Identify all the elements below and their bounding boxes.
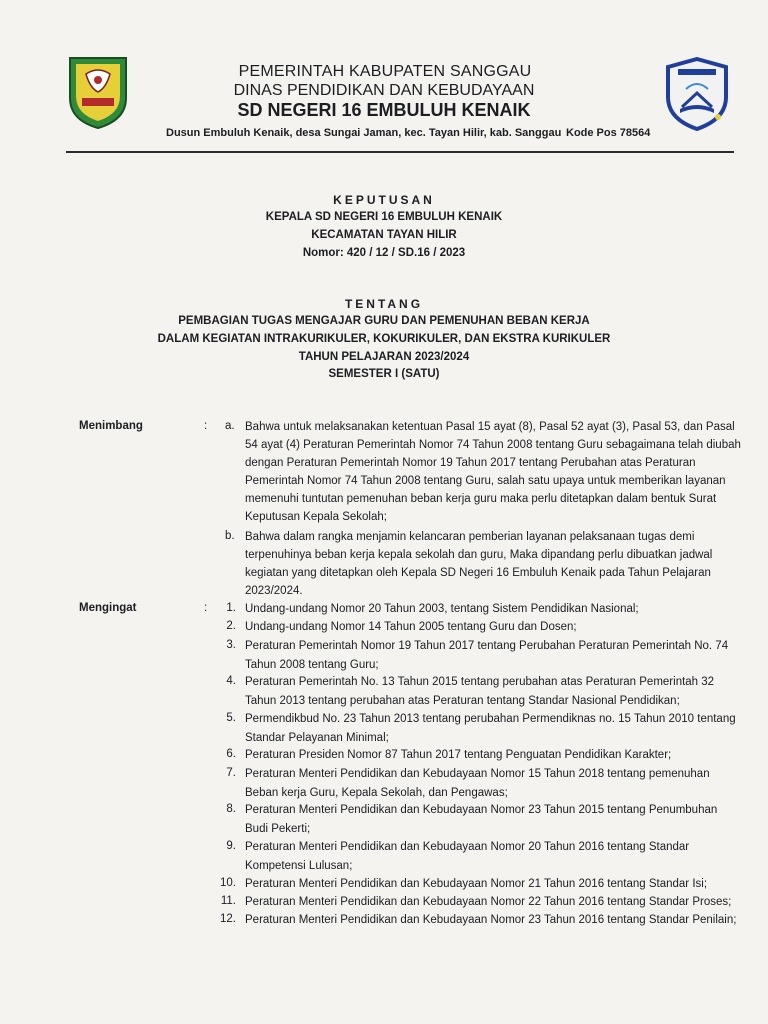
decree-issuer: KEPALA SD NEGERI 16 EMBULUH KENAIK — [265, 211, 503, 223]
text-line: Peraturan Pemerintah No. 13 Tahun 2015 tentang perubahan atas Peraturan Pemerintah 32 — [245, 676, 715, 688]
mengingat-item-4 — [245, 673, 768, 710]
text-line: Kompetensi Lulusan; — [245, 859, 353, 872]
text-line: kegiatan yang ditetapkan oleh Kepala SD Negeri 16 Embuluh Kenaik pada Tahun Pelajaran — [245, 567, 711, 579]
about-heading: TENTANG — [344, 297, 424, 311]
text-line: Peraturan Menteri Pendidikan dan Kebudayaan Nomor 15 Tahun 2018 tentang pemenuhan — [245, 768, 710, 780]
menimbang-colon: : — [204, 420, 208, 432]
menimbang-marker-a: a. — [225, 420, 235, 432]
mengingat-number: 1. — [226, 602, 236, 614]
menimbang-item-a — [245, 418, 768, 526]
letterhead-postal-code: Kode Pos 78564 — [566, 127, 651, 139]
mengingat-number: 8. — [226, 803, 236, 815]
mengingat-item-6 — [245, 746, 768, 765]
text-line: memenuhi tuntutan pemenuhan beban kerja guru maka perlu ditetapkan dalam bentuk Surat — [245, 493, 717, 505]
letterhead-department: DINAS PENDIDIKAN DAN KEBUDAYAAN — [233, 82, 535, 99]
text-line: Peraturan Menteri Pendidikan dan Kebudayaan Nomor 20 Tahun 2016 tentang Standar — [245, 841, 690, 853]
mengingat-number: 11. — [220, 895, 236, 907]
text-line: Keputusan Kepala Sekolah; — [245, 511, 387, 523]
text-line: Peraturan Menteri Pendidikan dan Kebudayaan Nomor 21 Tahun 2016 tentang Standar Isi; — [245, 878, 708, 890]
mengingat-item-12 — [245, 911, 768, 930]
letterhead-address: Dusun Embuluh Kenaik, desa Sungai Jaman, kec. Tayan Hilir, kab. Sanggau — [166, 127, 562, 139]
mengingat-number: 4. — [226, 675, 236, 687]
mengingat-label: Mengingat — [79, 602, 137, 614]
text-line: Bahwa untuk melaksanakan ketentuan Pasal 15 ayat (8), Pasal 52 ayat (3), Pasal 53, dan Pasal — [245, 421, 735, 433]
text-line: 54 ayat (4) Peraturan Pemerintah Nomor 74 Tahun 2008 tentang Guru sebagaimana telah diubah — [245, 439, 741, 451]
mengingat-number: 7. — [226, 767, 236, 779]
mengingat-item-1 — [245, 600, 768, 619]
mengingat-item-8 — [245, 801, 768, 838]
text-line: Beban kerja Guru, Kepala Sekolah, dan Pengawas; — [245, 786, 508, 799]
about-line-4: SEMESTER I (SATU) — [328, 368, 440, 380]
text-line: dengan Peraturan Pemerintah Nomor 19 Tahun 2017 tentang Perubahan atas Peraturan — [245, 457, 696, 469]
letterhead-government: PEMERINTAH KABUPATEN SANGGAU — [238, 63, 532, 80]
mengingat-number: 5. — [226, 712, 236, 724]
letterhead-school-name: SD NEGERI 16 EMBULUH KENAIK — [237, 100, 531, 120]
text-line: Peraturan Menteri Pendidikan dan Kebudayaan Nomor 23 Tahun 2016 tentang Standar Penilain; — [245, 914, 737, 926]
text-line: 2023/2024. — [245, 585, 303, 597]
decree-number: Nomor: 420 / 12 / SD.16 / 2023 — [302, 247, 466, 259]
mengingat-number: 3. — [226, 639, 236, 651]
about-line-1: PEMBAGIAN TUGAS MENGAJAR GURU DAN PEMENUHAN BEBAN KERJA — [178, 315, 590, 327]
text-line: Standar Pelayanan Minimal; — [245, 731, 389, 744]
about-line-2: DALAM KEGIATAN INTRAKURIKULER, KOKURIKULER, DAN EKSTRA KURIKULER — [157, 333, 611, 345]
text-line: Undang-undang Nomor 14 Tahun 2005 tentang Guru dan Dosen; — [245, 621, 577, 633]
mengingat-number: 12. — [220, 913, 236, 925]
mengingat-item-2 — [245, 618, 768, 637]
menimbang-item-b — [245, 528, 768, 600]
text-line: Tahun 2013 tentang perubahan atas Peraturan tentang Standar Nasional Pendidikan; — [245, 694, 680, 707]
text-line: Undang-undang Nomor 20 Tahun 2003, tentang Sistem Pendidikan Nasional; — [245, 603, 639, 615]
mengingat-item-5 — [245, 710, 768, 747]
text-line: Budi Pekerti; — [245, 822, 311, 835]
decree-district: KECAMATAN TAYAN HILIR — [311, 229, 457, 241]
mengingat-number: 2. — [226, 620, 236, 632]
text-line: Tahun 2008 tentang Guru; — [245, 658, 379, 671]
text-line: Bahwa dalam rangka menjamin kelancaran pemberian layanan pelaksanaan tugas demi — [245, 531, 695, 543]
text-line: Peraturan Menteri Pendidikan dan Kebudayaan Nomor 23 Tahun 2015 tentang Penumbuhan — [245, 804, 718, 816]
text-line: Pemerintah Nomor 74 Tahun 2008 tentang Guru, salah satu upaya untuk memberikan layanan — [245, 475, 726, 487]
mengingat-number: 9. — [226, 840, 236, 852]
mengingat-item-3 — [245, 637, 768, 674]
text-line: terpenuhinya beban kerja kepala sekolah dan guru, Maka dipandang perlu dibuatkan jadwal — [245, 549, 713, 561]
text-line: Permendikbud No. 23 Tahun 2013 tentang perubahan Permendiknas no. 15 Tahun 2010 tentang — [245, 713, 736, 725]
mengingat-item-10 — [245, 875, 768, 894]
menimbang-marker-b: b. — [225, 530, 235, 542]
decree-heading: KEPUTUSAN — [333, 193, 435, 207]
mengingat-item-7 — [245, 765, 768, 802]
mengingat-item-11 — [245, 893, 768, 912]
mengingat-colon: : — [204, 602, 208, 614]
mengingat-item-9 — [245, 838, 768, 875]
about-line-3: TAHUN PELAJARAN 2023/2024 — [298, 351, 470, 363]
letterhead-divider — [66, 151, 734, 153]
text-line: Peraturan Presiden Nomor 87 Tahun 2017 tentang Penguatan Pendidikan Karakter; — [245, 749, 672, 761]
text-line: Peraturan Menteri Pendidikan dan Kebudayaan Nomor 22 Tahun 2016 tentang Standar Proses; — [245, 896, 732, 908]
mengingat-number: 10. — [220, 877, 236, 889]
menimbang-label: Menimbang — [79, 420, 143, 432]
mengingat-number: 6. — [226, 748, 236, 760]
text-line: Peraturan Pemerintah Nomor 19 Tahun 2017 tentang Perubahan Peraturan Pemerintah No. 74 — [245, 640, 729, 652]
